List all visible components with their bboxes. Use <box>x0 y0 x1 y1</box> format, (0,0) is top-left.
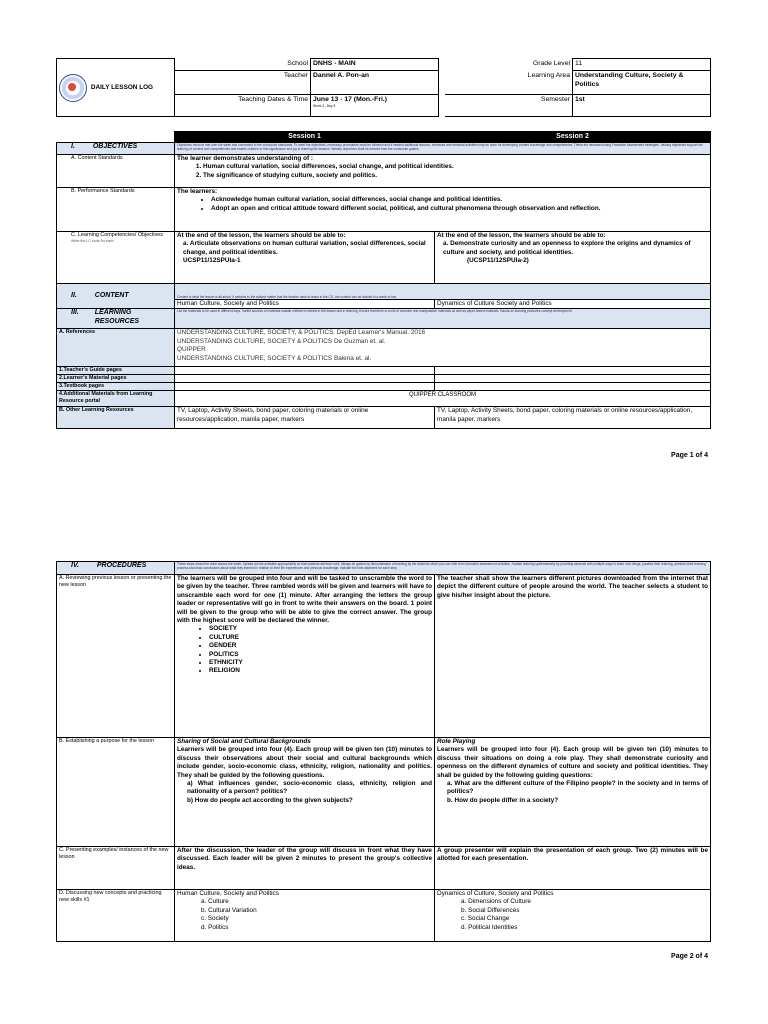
scramble-word: • ETHNICITY <box>209 659 432 667</box>
performance-standards-intro: The learners: <box>177 188 218 195</box>
content-standards-intro: The learner demonstrates understanding of : <box>177 155 314 162</box>
references-cell <box>175 329 711 367</box>
page-number-2: Page 2 of 4 <box>671 953 708 960</box>
purpose-s2-question: b. How do people differ in a society? <box>447 796 559 804</box>
other-resources-session-2: TV, Laptop, Activity Sheets, bond paper, coloring materials or online resources/application, manila paper, markers <box>435 407 711 429</box>
purpose-s1-title: Sharing of Social and Cultural Backgrounds <box>177 738 311 745</box>
purpose-label: B. Establishing a purpose for the lesson <box>57 738 175 847</box>
examples-label: C. Presenting examples/ instances of the new lesson <box>57 847 175 890</box>
reviewing-s1-text: The learners will be grouped into four and will be tasked to unscramble the word to be given by the teacher. Three rambled words will be given and learners will have to unscramble each word for one (1) minute. After arranging the letters the group leader or representative will go in front to write their answers on the board. 1 point will be given to the group who will be able to give the correct answer. The group with the highest score will be declared the winner. <box>177 575 432 625</box>
learners-material-label: 2.Learner's Material pages <box>57 375 175 383</box>
reviewing-session-1 <box>175 575 435 738</box>
competencies-label-cell <box>57 232 175 284</box>
log-title: DAILY LESSON LOG <box>90 84 154 92</box>
semester-label: Semester <box>445 95 573 117</box>
discussing-s1-item: c. Society <box>201 915 229 923</box>
content-standards-cell <box>175 155 711 188</box>
purpose-session-2 <box>435 738 711 847</box>
resources-label: III. LEARNING RESOURCES <box>57 309 175 329</box>
content-note: Content is what the lesson is all about. It pertains to the subject matter that the teacher aims to teach in the CG, the content can be tackled in a week or two. <box>175 284 711 300</box>
purpose-s2-question: a. What are the different culture of the Filipino people? in the society and in terms of politics? <box>447 780 708 796</box>
competencies-s1-intro: At the end of the lesson, the learners should be able to: <box>177 232 346 239</box>
scramble-word: • CULTURE <box>209 634 432 642</box>
competencies-label: C. Learning Competencies/ Objectives <box>71 232 163 238</box>
examples-session-1: After the discussion, the leader of the group will discuss in front what they have discussed. Each leader will be given 2 minutes to present the group's collective ideas. <box>175 847 435 890</box>
purpose-s1-question: a) What influences gender, socio-economic class, ethnicity, religion and nationality of a person? politics? <box>187 780 432 796</box>
reviewing-label: A. Reviewing previous lesson or presenting the new lesson <box>57 575 175 738</box>
performance-standards-cell <box>175 188 711 232</box>
discussing-s2-item: a. Dimensions of Culture <box>461 898 531 906</box>
competencies-s2-intro: At the end of the lesson, the learners should be able to: <box>437 232 606 239</box>
purpose-s2-text: Learners will be grouped into four (4). Each group will be given ten (10) minutes to discuss their situations on doing a role play. They shall demonstrate curiosity and openness on the different dynamics of culture and society and political identities. They shall be guided by the following guiding questions: <box>437 746 708 779</box>
competencies-session-1 <box>175 232 435 284</box>
reference-line: QUIPPER <box>177 346 206 354</box>
objectives-label: I. OBJECTIVES <box>57 143 175 155</box>
reference-line: UNDERSTANDING CULTURE, SOCIETY & POLITICS De Guzman et. al. <box>177 337 386 345</box>
discussing-session-1 <box>175 890 435 942</box>
references-label: A. References <box>57 329 175 367</box>
teachers-guide-label: 1.Teacher's Guide pages <box>57 367 175 375</box>
scramble-word: • GENDER <box>209 642 432 650</box>
additional-materials-value: QUIPPER CLASSROOM <box>175 391 711 407</box>
content-label: II. CONTENT <box>57 284 175 309</box>
purpose-s1-text: Learners will be grouped into four (4). Each group will be given ten (10) minutes to discuss their observations about their social and cultural backgrounds which include gender, socio-economic class, ethnicity, religion, nationality and politics. They shall be guided by the following questions. <box>177 746 432 779</box>
purpose-s2-title: Role Playing <box>437 738 476 745</box>
teacher-value: Dannel A. Pon-an <box>311 71 439 95</box>
area-label: Learning Area <box>527 71 570 79</box>
discussing-label: D. Discussing new concepts and practicing new skills #1 <box>57 890 175 942</box>
reviewing-session-2: The teacher shall show the learners different pictures downloaded from the internet that depict the different culture of people around the world. The teacher selects a student to give his/her insight about the picture. <box>435 575 711 738</box>
other-resources-label: B. Other Learning Resources <box>57 407 175 429</box>
scramble-word: • SOCIETY <box>209 625 432 633</box>
performance-standards-label: B. Performance Standards <box>57 188 175 232</box>
procedures-label: IV. PROCEDURES <box>57 562 175 575</box>
school-value: DNHS - MAIN <box>311 59 439 71</box>
dates-value: June 13 - 17 (Mon.-Fri.) <box>313 96 388 103</box>
dates-label: Teaching Dates & Time <box>175 95 311 117</box>
content-standards-label: A. Content Standards <box>57 155 175 188</box>
purpose-session-1 <box>175 738 435 847</box>
additional-materials-label: 4.Additional Materials from Learning Resource portal <box>57 391 175 407</box>
discussing-session-2 <box>435 890 711 942</box>
session-1-header: Session 1 <box>175 132 435 143</box>
page-number-1: Page 1 of 4 <box>671 452 708 459</box>
dates-sub: Week 3 - Day 5 <box>313 104 336 108</box>
page-2-table <box>0 561 768 942</box>
resources-note: List the materials to be used in different days. Varied sources of materials sustain children's interest in the lesson and in learning. Ensure that there is a mix of concrete and manipulative materials as well as paper-based materials. Hands-on learning promotes concept development. <box>175 309 711 329</box>
discussing-s2-item: c. Social Change <box>461 915 510 923</box>
teacher-label: Teacher <box>175 71 311 95</box>
session-2-header: Session 2 <box>435 132 711 143</box>
scramble-word: • POLITICS <box>209 651 432 659</box>
competencies-s2-item: a. Demonstrate curiosity and an openness to explore the origins and dynamics of culture and society, and political identities. <box>443 240 691 256</box>
content-session-1: Human Culture, Society and Politics <box>175 300 435 309</box>
purpose-s1-question: b) How do people act according to the given subjects? <box>187 796 353 804</box>
procedures-note: These steps should be done across the week. Spread out the activities appropriately so that students will learn well. Always be guided by demonstration of learning by the students which you can infer from formative assessment activities. Sustain learning systematically by providing students with multiple ways to learn new things, practice their learning, question their learning process and draw conclusions about what they learned in relation to their life experiences and previous knowledge. Indicate the time allotment for each step. <box>175 562 711 575</box>
content-standard-item: 2. The significance of studying culture, society and politics. <box>203 172 708 180</box>
header-logo-cell <box>57 59 175 117</box>
discussing-s2-item: d. Political Identities <box>461 923 518 931</box>
examples-session-2: A group presenter will explain the presentation of each group. Two (2) minutes will be allotted for each presentation. <box>435 847 711 890</box>
performance-standard-item: • Adopt an open and critical attitude toward different social, political, and cultural phenomena through observation and reflection. <box>211 205 708 213</box>
performance-standard-item: • Acknowledge human cultural variation, social differences, social change and political identities. <box>211 196 708 204</box>
other-resources-session-1: TV, Laptop, Activity Sheets, bond paper, coloring materials or online resources/application, manila paper, markers <box>175 407 435 429</box>
area-value: Understanding Culture, Society & Politics <box>573 71 711 95</box>
grade-value: 11 <box>573 59 711 71</box>
reference-line: UNDERSTANDING CULTURE, SOCIETY & POLITICS Balena et. al. <box>177 354 372 362</box>
objectives-note: Objectives must be met over the week and connected to the curriculum standards. To meet the objectives, necessary procedures must be followed and if needed additional lessons, exercises and remedial activities may be done for developing content knowledge and competencies. These are assessed using Formative Assessment strategies. Valuing objectives support the learning of content and competencies and enable children to find significance and joy in learning the lessons. Weekly objectives shall be derived from the curriculum guides. <box>175 143 711 155</box>
competencies-s1-code: UCSP11/12SPUIa-1 <box>183 257 241 265</box>
competencies-s2-code: (UCSP11/12SPUIa-2) <box>467 257 529 265</box>
competencies-note: Write the LC code for each <box>71 238 114 243</box>
discussing-s1-title: Human Culture, Society and Politics <box>177 890 279 897</box>
discussing-s2-title: Dynamics of Culture, Society and Politics <box>437 890 554 897</box>
discussing-s1-item: b. Cultural Variation <box>201 906 257 914</box>
reference-line: UNDERSTANDING CULTURE, SOCIETY, & POLITICS. DepEd Learner's Manual. 2016 <box>177 329 426 337</box>
content-standard-item: 1. Human cultural variation, social differences, social change, and political identities. <box>203 163 708 171</box>
dates-cell <box>311 95 439 117</box>
deped-seal-icon <box>59 74 87 102</box>
page-1-table <box>0 131 768 429</box>
discussing-s2-item: b. Social Differences <box>461 906 520 914</box>
school-label: School <box>287 59 308 67</box>
discussing-s1-item: d. Politics <box>201 923 229 931</box>
competencies-session-2 <box>435 232 711 284</box>
discussing-s1-item: a. Culture <box>201 898 229 906</box>
competencies-s1-item: a. Articulate observations on human cultural variation, social differences, social change, and political identities. <box>183 240 426 256</box>
semester-value: 1st <box>573 95 711 117</box>
textbook-label: 3.Textbook pages <box>57 383 175 391</box>
content-session-2: Dynamics of Culture Society and Politics <box>435 300 711 309</box>
grade-label: Grade Level <box>532 59 570 67</box>
lesson-log-header <box>0 58 768 117</box>
scramble-word: • RELIGION <box>209 667 432 675</box>
